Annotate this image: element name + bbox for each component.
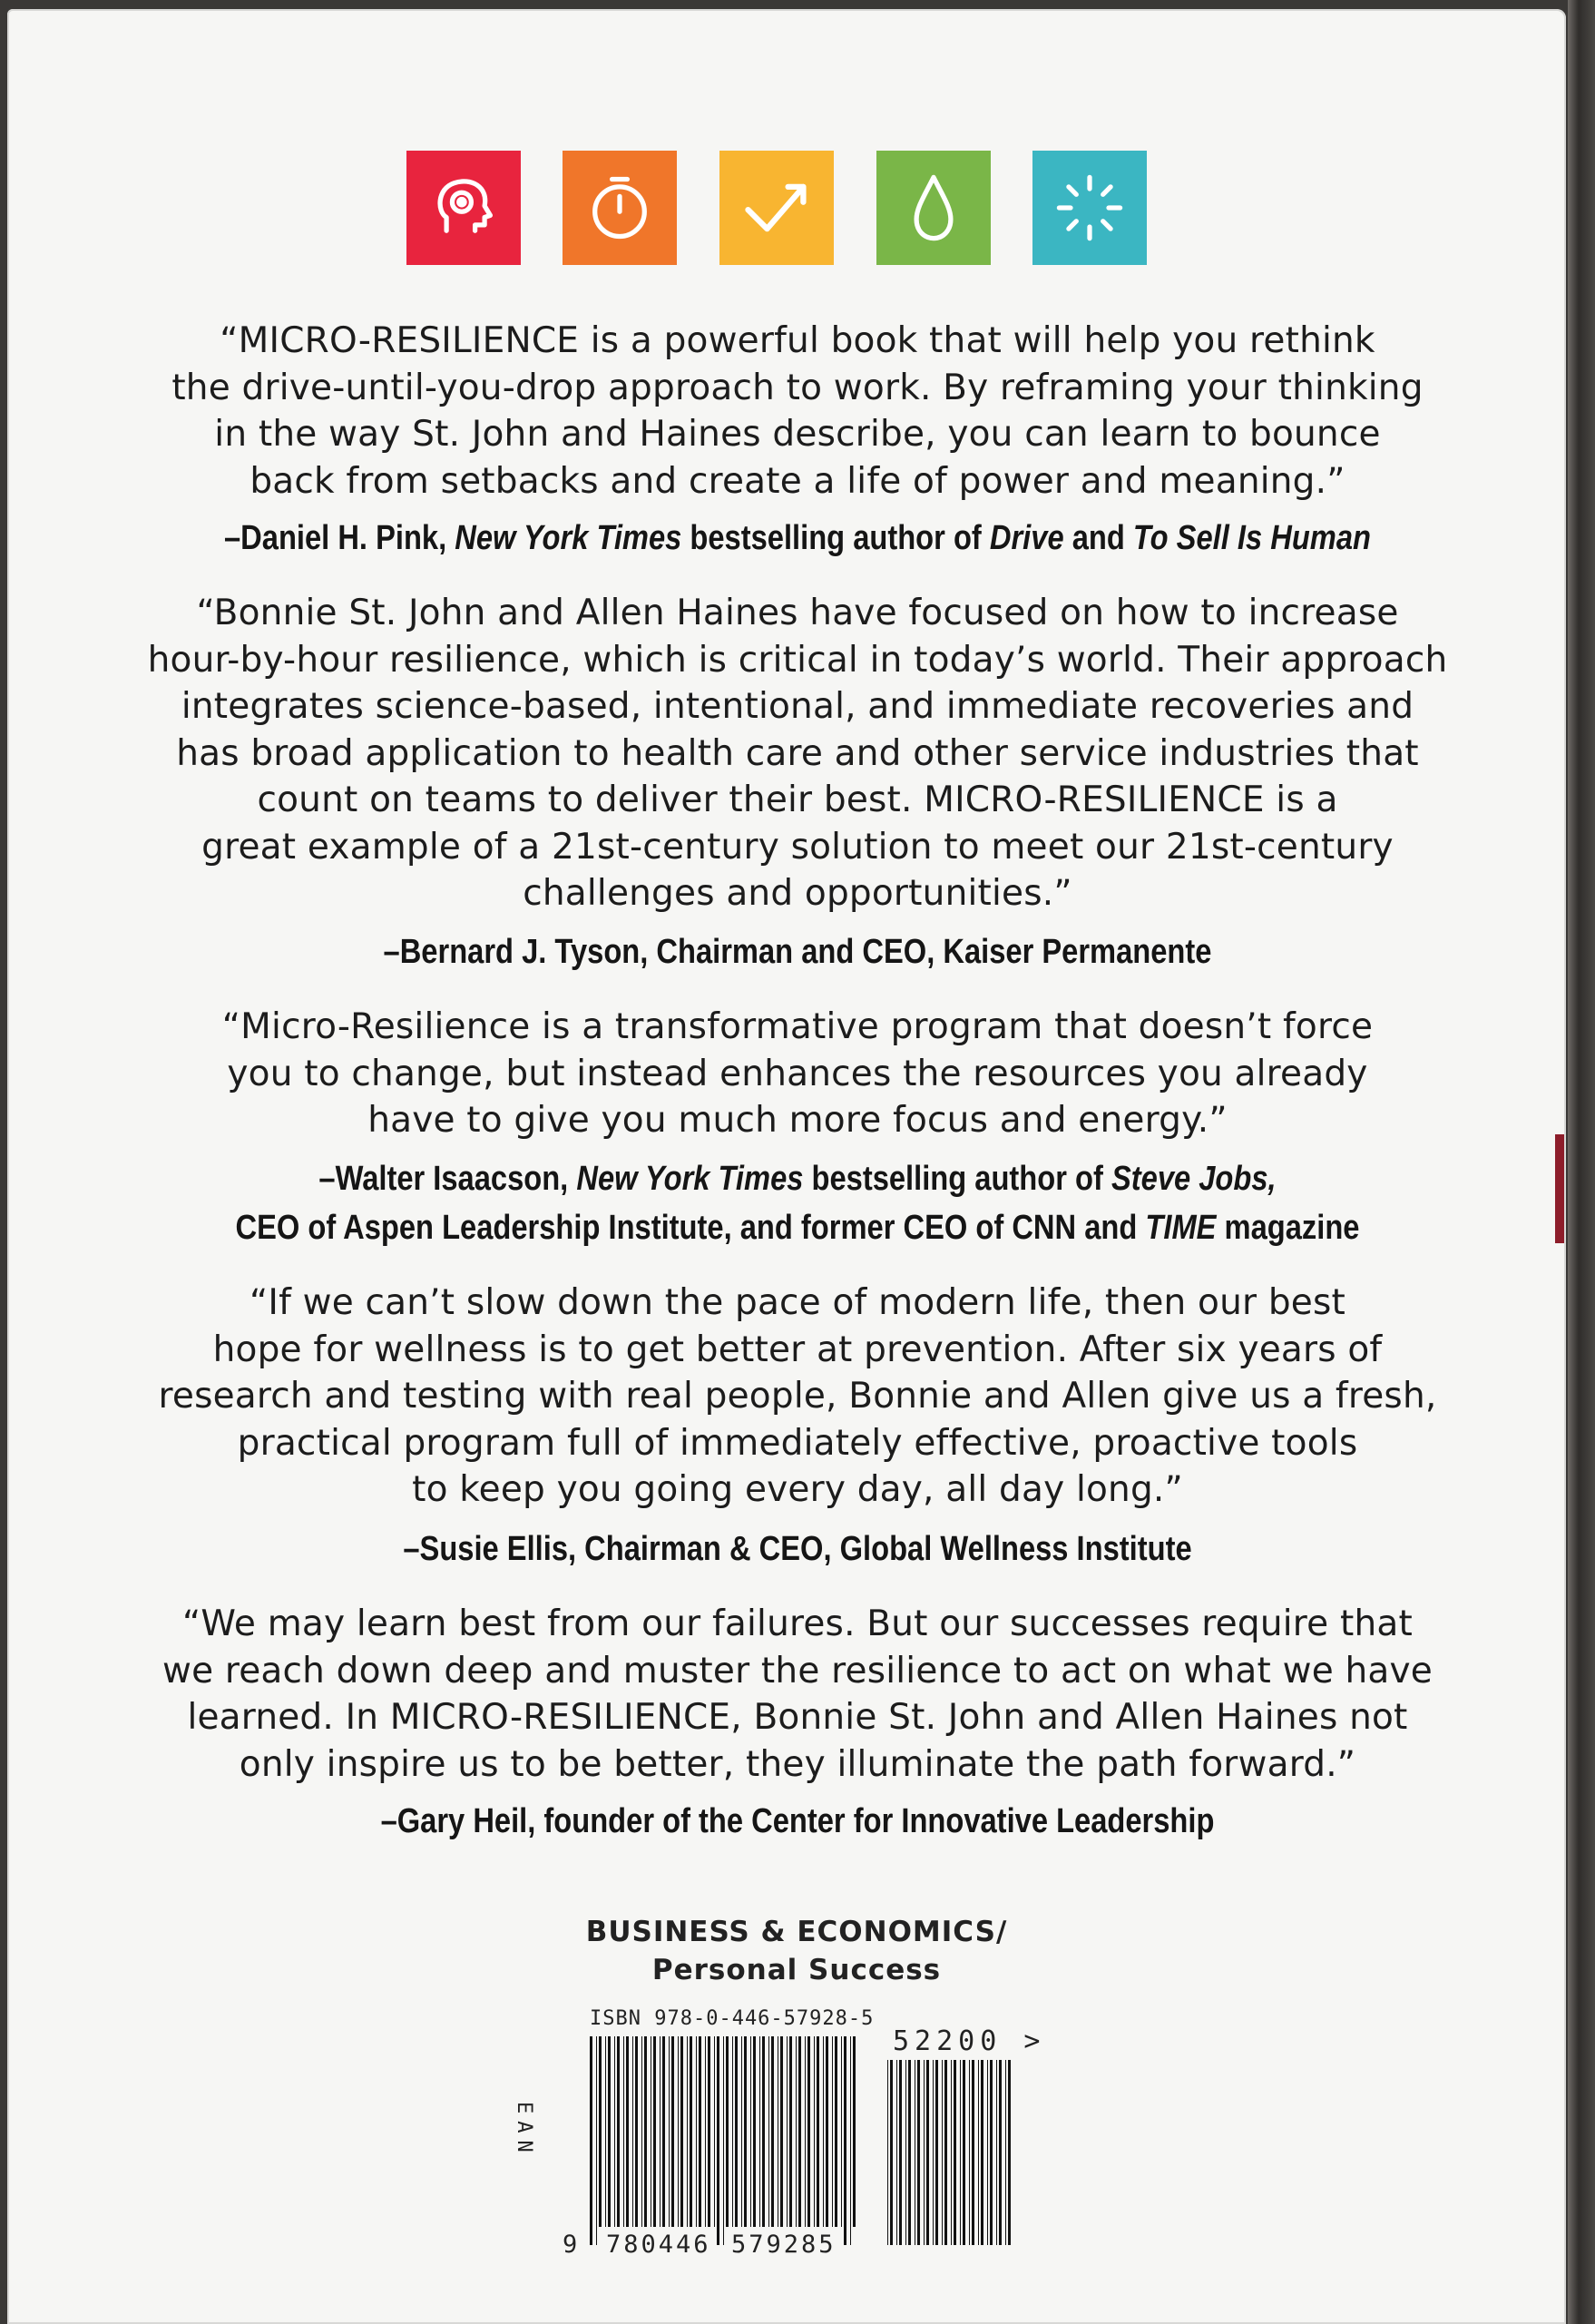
barcode-bar [908, 2060, 911, 2245]
barcode-bar [853, 2036, 856, 2227]
head-icon [406, 151, 521, 265]
barcode-bar [963, 2060, 965, 2245]
barcode-bar [1008, 2060, 1011, 2245]
barcode-bar [841, 2036, 842, 2227]
barcode-bar [669, 2036, 670, 2227]
barcode-bar [714, 2036, 715, 2227]
category-line-1: BUSINESS & ECONOMICS/ [585, 1916, 1008, 1948]
barcode-bar [814, 2036, 815, 2227]
barcode-bar [671, 2036, 674, 2227]
barcode-bar [826, 2036, 828, 2227]
barcode-bar [944, 2060, 947, 2245]
barcode-bar [835, 2036, 837, 2227]
barcode-bar [726, 2036, 729, 2227]
price-addon-barcode [886, 2060, 1018, 2245]
barcode-bar [608, 2036, 611, 2227]
barcode-bar [687, 2036, 688, 2227]
barcode-bar [850, 2036, 851, 2245]
blurb-quote-5: “We may learn best from our failures. But our successes require that we reach down deep and muster the resilience to act on what we have learned. In MICRO-RESILIENCE, Bonnie St. John and Allen Haines not only inspire us to be better, they illuminate the path forward.” [161, 1603, 1434, 1785]
barcode-bar [899, 2060, 902, 2245]
addon-arrow: > [1023, 2025, 1046, 2057]
barcode-bar [787, 2036, 788, 2227]
barcode-bar [978, 2060, 979, 2245]
barcode-bar [696, 2036, 697, 2227]
barcode-bar [623, 2036, 624, 2227]
water-drop-icon [876, 151, 991, 265]
barcode-bar [807, 2036, 810, 2227]
barcode-bar [905, 2060, 906, 2245]
isbn-barcode [588, 2036, 860, 2245]
barcode-bar [768, 2036, 769, 2227]
barcode-digit-first: 9 [563, 2231, 581, 2259]
barcode-bar [596, 2036, 597, 2245]
checkmark-arrow-icon [719, 151, 834, 265]
barcode-bar [590, 2036, 592, 2245]
barcode-bar [662, 2036, 665, 2227]
barcode-bar [960, 2060, 961, 2245]
blurb-attribution-4: –Susie Ellis, Chairman & CEO, Global Wellness Institute [403, 1530, 1192, 1568]
ean-label: EAN [513, 2102, 535, 2160]
cover-spine-edge [1568, 0, 1595, 2324]
burst-icon [1032, 151, 1147, 265]
barcode-bar [708, 2036, 710, 2227]
barcode-bar [990, 2060, 993, 2245]
blurb-quote-3: “Micro-Resilience is a transformative program that doesn’t force you to change, but instead enhances the resources you already have to give you much more focus and energy.” [221, 1006, 1374, 1141]
barcode-bar [644, 2036, 647, 2227]
barcode-bar [762, 2036, 765, 2227]
spine-red-mark [1555, 1134, 1564, 1243]
isbn-text: ISBN 978-0-446-57928-5 [590, 2007, 875, 2030]
barcode-bar [759, 2036, 760, 2227]
barcode-bar [817, 2036, 819, 2227]
blurb-quote-2: “Bonnie St. John and Allen Haines have focused on how to increase hour-by-hour resilience, which is critical in today’s world. Their approach integrates science-based, intentional, and immediate recoveries and has broad application to health care and other service industries that count on teams to deliver their best. MICRO-RESILIENCE is a great example of a 21st-century solution to meet our 21st-century challenges and opportunities.” [147, 593, 1448, 914]
addon-digits: 52200 > [893, 2025, 1046, 2057]
barcode-bar [744, 2036, 747, 2227]
barcode-bar [599, 2036, 602, 2227]
barcode-bar [924, 2060, 925, 2245]
barcode-bar [680, 2036, 683, 2227]
blurb-quote-1: “MICRO-RESILIENCE is a powerful book that will help you rethink the drive-until-you-drop approach to work. By reframing your thinking in the way St. John and Haines describe, you can learn to bounce back from setbacks and create a life of power and meaning.” [171, 320, 1424, 502]
barcode-bar [741, 2036, 742, 2227]
barcode-bar [796, 2036, 797, 2227]
barcode-bar [887, 2060, 888, 2245]
barcode-bar [653, 2036, 656, 2227]
barcode-bar [981, 2060, 983, 2245]
barcode-bar [1005, 2060, 1006, 2245]
barcode-bar [969, 2060, 970, 2245]
barcode-digits-right: 579285 [731, 2231, 837, 2259]
barcode-bar [942, 2060, 943, 2245]
barcode-bar [771, 2036, 774, 2227]
blurb-quote-4: “If we can’t slow down the pace of modern life, then our best hope for wellness is to get better at prevention. After six years of research and testing with real people, Bonnie and Allen give us a fresh, practical program full of immediately effective, proactive tools to keep you going every day, all day long.” [158, 1282, 1437, 1510]
barcode-bar [635, 2036, 638, 2227]
barcode-bar [780, 2036, 783, 2227]
barcode-bar [626, 2036, 629, 2227]
barcode-bar [954, 2060, 956, 2245]
barcode-bar [735, 2036, 738, 2227]
blurb-attribution-3: –Walter Isaacson, New York Times bestselling author of Steve Jobs, CEO of Aspen Leadership Institute, and former CEO of CNN and TIME magazine [235, 1160, 1360, 1247]
blurb-attribution-5: –Gary Heil, founder of the Center for Innovative Leadership [380, 1802, 1215, 1840]
barcode-bar [723, 2036, 724, 2245]
barcode-bar [753, 2036, 756, 2227]
category-line-2: Personal Success [651, 1954, 942, 1986]
barcode-bar [750, 2036, 751, 2227]
barcode-bar [999, 2060, 1002, 2245]
barcode-bar [935, 2060, 938, 2245]
barcode-bar [690, 2036, 692, 2227]
barcode-bar [972, 2060, 974, 2245]
barcode-bar [805, 2036, 806, 2227]
barcode-bar [832, 2036, 833, 2227]
barcode-bar [933, 2060, 934, 2245]
barcode-bar [614, 2036, 615, 2227]
barcode-bar [641, 2036, 642, 2227]
barcode-bar [678, 2036, 679, 2227]
barcode-bar [699, 2036, 701, 2227]
barcode-digits-left: 780446 [606, 2231, 711, 2259]
icon-row [406, 151, 1147, 265]
blurb-attribution-1: –Daniel H. Pink, New York Times bestselling author of Drive and To Sell Is Human [223, 519, 1371, 557]
barcode-bar [798, 2036, 801, 2227]
barcode-bar [632, 2036, 633, 2227]
barcode-bar [605, 2036, 606, 2227]
barcode-bar [896, 2060, 897, 2245]
barcode-bar [823, 2036, 824, 2227]
stopwatch-icon [563, 151, 677, 265]
barcode-bar [660, 2036, 661, 2227]
barcode-bar [917, 2060, 920, 2245]
barcode-bar [996, 2060, 997, 2245]
barcode-bar [705, 2036, 706, 2227]
blurb-attribution-2: –Bernard J. Tyson, Chairman and CEO, Kaiser Permanente [383, 933, 1212, 971]
barcode-bar [844, 2036, 846, 2245]
barcode-bar [732, 2036, 733, 2227]
barcode-bar [926, 2060, 929, 2245]
barcode-bar [951, 2060, 952, 2245]
barcode-bar [617, 2036, 620, 2227]
barcode-bar [890, 2060, 893, 2245]
barcode-bar [717, 2036, 719, 2245]
barcode-bar [789, 2036, 792, 2227]
barcode-bar [987, 2060, 988, 2245]
